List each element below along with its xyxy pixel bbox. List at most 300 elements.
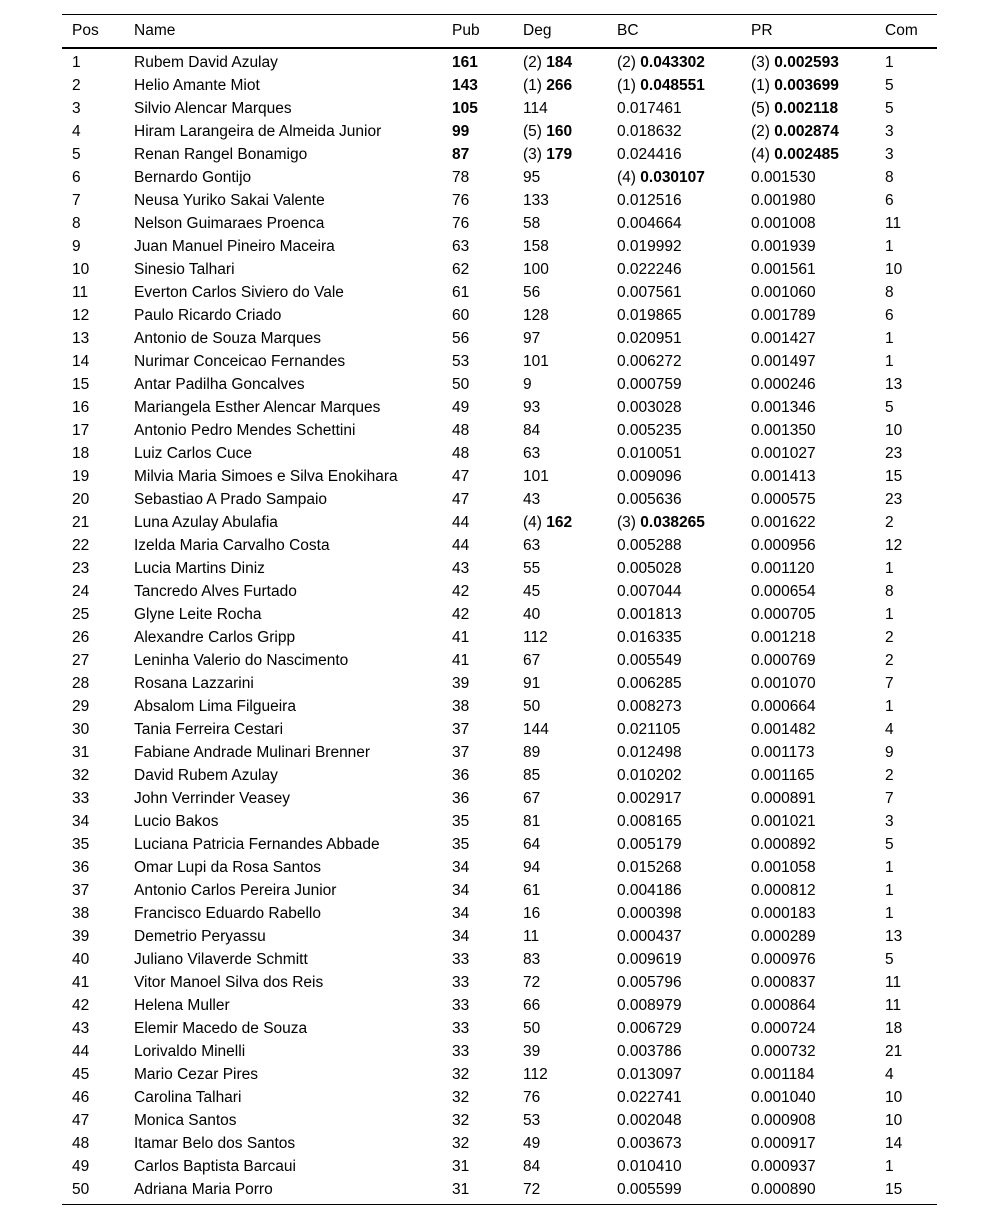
pr-value: 0.000892 xyxy=(751,836,816,853)
bc-value: 0.020951 xyxy=(617,330,682,347)
cell-com: 11 xyxy=(885,215,902,232)
table-row xyxy=(62,396,937,419)
deg-value: 67 xyxy=(523,790,541,807)
cell-pr xyxy=(741,879,875,902)
pr-value: 0.000837 xyxy=(751,974,816,991)
cell-bc xyxy=(607,741,741,764)
bc-value: 0.017461 xyxy=(617,100,682,117)
cell-deg xyxy=(513,925,607,948)
bc-value: 0.012498 xyxy=(617,744,682,761)
cell-deg xyxy=(513,235,607,258)
bc-value: 0.007044 xyxy=(617,583,682,600)
cell-pub: 31 xyxy=(452,1181,470,1198)
header-row xyxy=(62,15,937,49)
deg-value: 39 xyxy=(523,1043,541,1060)
cell-bc xyxy=(607,603,741,626)
cell-pos: 33 xyxy=(72,790,90,807)
pr-value: 0.002593 xyxy=(774,54,839,71)
cell-pos: 3 xyxy=(72,100,81,117)
table-row xyxy=(62,1063,937,1086)
table-row xyxy=(62,718,937,741)
cell-pr xyxy=(741,994,875,1017)
bc-value: 0.022741 xyxy=(617,1089,682,1106)
cell-name: Leninha Valerio do Nascimento xyxy=(134,652,349,669)
pr-value: 0.000864 xyxy=(751,997,816,1014)
cell-pr xyxy=(741,258,875,281)
bc-value: 0.007561 xyxy=(617,284,682,301)
cell-pub: 35 xyxy=(452,836,470,853)
cell-deg xyxy=(513,833,607,856)
cell-pr xyxy=(741,1063,875,1086)
cell-deg xyxy=(513,1178,607,1205)
deg-value: 50 xyxy=(523,698,541,715)
cell-bc xyxy=(607,902,741,925)
cell-pr xyxy=(741,74,875,97)
cell-name: Demetrio Peryassu xyxy=(134,928,266,945)
table-row xyxy=(62,281,937,304)
cell-pr xyxy=(741,350,875,373)
cell-bc xyxy=(607,787,741,810)
cell-pr xyxy=(741,120,875,143)
cell-deg xyxy=(513,419,607,442)
cell-com: 2 xyxy=(885,629,894,646)
bc-value: 0.008273 xyxy=(617,698,682,715)
cell-bc xyxy=(607,120,741,143)
cell-com: 7 xyxy=(885,790,894,807)
table-row xyxy=(62,304,937,327)
cell-com: 10 xyxy=(885,422,903,439)
cell-deg xyxy=(513,327,607,350)
cell-pos: 26 xyxy=(72,629,90,646)
cell-pub: 33 xyxy=(452,951,470,968)
cell-bc xyxy=(607,166,741,189)
bc-value: 0.010202 xyxy=(617,767,682,784)
table-row xyxy=(62,189,937,212)
cell-deg xyxy=(513,143,607,166)
cell-deg xyxy=(513,465,607,488)
deg-value: 53 xyxy=(523,1112,541,1129)
deg-value: 100 xyxy=(523,261,549,278)
cell-pub: 33 xyxy=(452,997,470,1014)
cell-com: 2 xyxy=(885,514,894,531)
cell-deg xyxy=(513,672,607,695)
cell-pr xyxy=(741,534,875,557)
cell-bc xyxy=(607,235,741,258)
bc-value: 0.003028 xyxy=(617,399,682,416)
deg-value: 94 xyxy=(523,859,541,876)
cell-pr xyxy=(741,948,875,971)
cell-bc xyxy=(607,580,741,603)
cell-bc xyxy=(607,557,741,580)
cell-name: David Rubem Azulay xyxy=(134,767,278,784)
cell-name: Renan Rangel Bonamigo xyxy=(134,146,308,163)
cell-pub: 50 xyxy=(452,376,470,393)
pr-value: 0.001184 xyxy=(751,1066,815,1083)
cell-com: 1 xyxy=(885,330,894,347)
bc-value: 0.005796 xyxy=(617,974,682,991)
cell-deg xyxy=(513,48,607,74)
cell-deg xyxy=(513,97,607,120)
cell-com: 6 xyxy=(885,192,894,209)
cell-deg xyxy=(513,557,607,580)
cell-name: Sebastiao A Prado Sampaio xyxy=(134,491,328,508)
cell-com: 4 xyxy=(885,721,894,738)
cell-pr xyxy=(741,327,875,350)
cell-name: Alexandre Carlos Gripp xyxy=(134,629,296,646)
cell-pr xyxy=(741,1109,875,1132)
bc-value: 0.000437 xyxy=(617,928,682,945)
cell-bc xyxy=(607,396,741,419)
bc-value: 0.003673 xyxy=(617,1135,682,1152)
cell-deg xyxy=(513,442,607,465)
bc-value: 0.030107 xyxy=(640,169,705,186)
deg-value: 184 xyxy=(546,54,573,71)
deg-value: 43 xyxy=(523,491,541,508)
deg-value: 112 xyxy=(523,629,548,646)
cell-deg xyxy=(513,488,607,511)
cell-pos: 30 xyxy=(72,721,90,738)
cell-name: Silvio Alencar Marques xyxy=(134,100,292,117)
bc-value: 0.006272 xyxy=(617,353,682,370)
cell-bc xyxy=(607,764,741,787)
deg-value: 114 xyxy=(523,100,548,117)
deg-value: 63 xyxy=(523,445,541,462)
bc-value: 0.038265 xyxy=(640,514,705,531)
deg-rank: (4) xyxy=(523,514,542,531)
header-pub: Pub xyxy=(452,22,480,39)
cell-pub: 61 xyxy=(452,284,470,301)
cell-com: 3 xyxy=(885,146,894,163)
pr-value: 0.003699 xyxy=(774,77,839,94)
cell-com: 15 xyxy=(885,1181,903,1198)
header-deg: Deg xyxy=(523,22,552,39)
header-bc: BC xyxy=(617,22,639,39)
table-row xyxy=(62,1155,937,1178)
deg-value: 84 xyxy=(523,1158,541,1175)
cell-com: 8 xyxy=(885,583,894,600)
bc-rank: (1) xyxy=(617,77,636,94)
pr-value: 0.001561 xyxy=(751,261,816,278)
cell-pub: 34 xyxy=(452,859,470,876)
table-row xyxy=(62,557,937,580)
pr-value: 0.002874 xyxy=(774,123,839,140)
cell-pub: 87 xyxy=(452,146,470,163)
pr-value: 0.000956 xyxy=(751,537,816,554)
cell-pr xyxy=(741,1132,875,1155)
cell-pr xyxy=(741,396,875,419)
cell-pub: 143 xyxy=(452,77,478,94)
deg-value: 72 xyxy=(523,974,541,991)
cell-pub: 34 xyxy=(452,928,470,945)
cell-bc xyxy=(607,465,741,488)
cell-name: Elemir Macedo de Souza xyxy=(134,1020,308,1037)
cell-bc xyxy=(607,534,741,557)
cell-name: Helio Amante Miot xyxy=(134,77,260,94)
cell-com: 23 xyxy=(885,491,903,508)
cell-pr xyxy=(741,718,875,741)
cell-name: Antonio Carlos Pereira Junior xyxy=(134,882,337,899)
cell-pub: 63 xyxy=(452,238,470,255)
cell-pos: 35 xyxy=(72,836,90,853)
cell-com: 2 xyxy=(885,767,894,784)
table-row xyxy=(62,166,937,189)
cell-pub: 48 xyxy=(452,445,470,462)
cell-bc xyxy=(607,971,741,994)
cell-bc xyxy=(607,672,741,695)
cell-pos: 16 xyxy=(72,399,90,416)
header-name: Name xyxy=(134,22,176,39)
deg-rank: (3) xyxy=(523,146,542,163)
cell-pos: 22 xyxy=(72,537,90,554)
cell-pub: 44 xyxy=(452,514,470,531)
table-row xyxy=(62,373,937,396)
pr-value: 0.001497 xyxy=(751,353,816,370)
cell-name: Tancredo Alves Furtado xyxy=(134,583,297,600)
bc-value: 0.010410 xyxy=(617,1158,682,1175)
pr-rank: (2) xyxy=(751,123,770,140)
cell-pub: 47 xyxy=(452,468,470,485)
cell-deg xyxy=(513,971,607,994)
cell-deg xyxy=(513,212,607,235)
cell-pr xyxy=(741,741,875,764)
cell-pos: 8 xyxy=(72,215,81,232)
cell-name: Omar Lupi da Rosa Santos xyxy=(134,859,321,876)
bc-value: 0.048551 xyxy=(640,77,705,94)
pr-value: 0.000769 xyxy=(751,652,816,669)
cell-pos: 45 xyxy=(72,1066,90,1083)
cell-pr xyxy=(741,603,875,626)
bc-value: 0.008979 xyxy=(617,997,682,1014)
deg-value: 16 xyxy=(523,905,541,922)
bc-value: 0.005549 xyxy=(617,652,682,669)
cell-pos: 21 xyxy=(72,514,90,531)
pr-value: 0.001008 xyxy=(751,215,816,232)
cell-pos: 10 xyxy=(72,261,90,278)
cell-pos: 12 xyxy=(72,307,90,324)
cell-pr xyxy=(741,1017,875,1040)
cell-pr xyxy=(741,672,875,695)
bc-value: 0.018632 xyxy=(617,123,682,140)
deg-value: 61 xyxy=(523,882,541,899)
cell-name: Adriana Maria Porro xyxy=(134,1181,273,1198)
cell-bc xyxy=(607,994,741,1017)
pr-value: 0.001040 xyxy=(751,1089,816,1106)
cell-pr xyxy=(741,833,875,856)
cell-deg xyxy=(513,879,607,902)
pr-value: 0.001530 xyxy=(751,169,816,186)
cell-name: Lorivaldo Minelli xyxy=(134,1043,246,1060)
cell-com: 3 xyxy=(885,813,894,830)
cell-deg xyxy=(513,1132,607,1155)
pr-value: 0.001120 xyxy=(751,560,815,577)
cell-deg xyxy=(513,74,607,97)
cell-name: Rosana Lazzarini xyxy=(134,675,254,692)
cell-deg xyxy=(513,902,607,925)
cell-pub: 31 xyxy=(452,1158,470,1175)
pr-value: 0.002118 xyxy=(774,100,839,117)
deg-value: 49 xyxy=(523,1135,541,1152)
cell-name: Juliano Vilaverde Schmitt xyxy=(134,951,308,968)
cell-pr xyxy=(741,971,875,994)
cell-pos: 44 xyxy=(72,1043,90,1060)
cell-com: 10 xyxy=(885,261,903,278)
table-row xyxy=(62,787,937,810)
bc-value: 0.005288 xyxy=(617,537,682,554)
deg-rank: (2) xyxy=(523,54,542,71)
cell-bc xyxy=(607,925,741,948)
cell-deg xyxy=(513,1040,607,1063)
cell-name: Absalom Lima Filgueira xyxy=(134,698,296,715)
cell-pos: 48 xyxy=(72,1135,90,1152)
pr-value: 0.000976 xyxy=(751,951,816,968)
cell-name: Tania Ferreira Cestari xyxy=(134,721,284,738)
cell-name: Sinesio Talhari xyxy=(134,261,235,278)
cell-bc xyxy=(607,442,741,465)
table-row xyxy=(62,74,937,97)
pr-value: 0.001060 xyxy=(751,284,816,301)
bc-value: 0.005636 xyxy=(617,491,682,508)
table-header xyxy=(62,15,937,49)
table-body xyxy=(62,48,937,1205)
deg-rank: (5) xyxy=(523,123,542,140)
cell-pr xyxy=(741,626,875,649)
cell-com: 1 xyxy=(885,606,894,623)
cell-deg xyxy=(513,1017,607,1040)
cell-pos: 17 xyxy=(72,422,90,439)
bc-value: 0.005235 xyxy=(617,422,682,439)
deg-value: 11 xyxy=(523,928,540,945)
ranking-table xyxy=(62,14,937,1205)
bc-value: 0.021105 xyxy=(617,721,681,738)
cell-bc xyxy=(607,649,741,672)
cell-pos: 31 xyxy=(72,744,90,761)
cell-deg xyxy=(513,580,607,603)
cell-pos: 38 xyxy=(72,905,90,922)
table-row xyxy=(62,97,937,120)
cell-pub: 36 xyxy=(452,767,470,784)
cell-pr xyxy=(741,419,875,442)
table-row xyxy=(62,258,937,281)
deg-value: 85 xyxy=(523,767,541,784)
pr-value: 0.000917 xyxy=(751,1135,816,1152)
deg-value: 83 xyxy=(523,951,541,968)
pr-value: 0.000908 xyxy=(751,1112,816,1129)
cell-deg xyxy=(513,1086,607,1109)
bc-value: 0.016335 xyxy=(617,629,682,646)
cell-pos: 43 xyxy=(72,1020,90,1037)
cell-pr xyxy=(741,442,875,465)
cell-com: 12 xyxy=(885,537,903,554)
cell-pos: 36 xyxy=(72,859,90,876)
cell-pub: 99 xyxy=(452,123,470,140)
cell-deg xyxy=(513,764,607,787)
bc-value: 0.003786 xyxy=(617,1043,682,1060)
cell-pub: 33 xyxy=(452,974,470,991)
table-row xyxy=(62,1086,937,1109)
cell-deg xyxy=(513,511,607,534)
cell-deg xyxy=(513,695,607,718)
cell-name: Milvia Maria Simoes e Silva Enokihara xyxy=(134,468,398,485)
cell-pub: 37 xyxy=(452,744,470,761)
table-row xyxy=(62,672,937,695)
cell-pr xyxy=(741,580,875,603)
cell-pos: 1 xyxy=(72,54,81,71)
cell-pr xyxy=(741,511,875,534)
cell-com: 8 xyxy=(885,284,894,301)
header-pr: PR xyxy=(751,22,773,39)
cell-name: Rubem David Azulay xyxy=(134,54,278,71)
cell-pos: 27 xyxy=(72,652,90,669)
cell-pos: 14 xyxy=(72,353,90,370)
table-row xyxy=(62,143,937,166)
cell-pos: 39 xyxy=(72,928,90,945)
cell-bc xyxy=(607,1132,741,1155)
cell-name: Luciana Patricia Fernandes Abbade xyxy=(134,836,380,853)
table-row xyxy=(62,994,937,1017)
table-row xyxy=(62,764,937,787)
cell-bc xyxy=(607,281,741,304)
bc-rank: (3) xyxy=(617,514,636,531)
bc-value: 0.004664 xyxy=(617,215,682,232)
cell-pos: 34 xyxy=(72,813,90,830)
cell-com: 1 xyxy=(885,353,894,370)
cell-pos: 20 xyxy=(72,491,90,508)
cell-pub: 60 xyxy=(452,307,470,324)
pr-value: 0.001346 xyxy=(751,399,816,416)
bc-value: 0.019992 xyxy=(617,238,682,255)
cell-name: Monica Santos xyxy=(134,1112,237,1129)
deg-value: 179 xyxy=(546,146,573,163)
cell-pos: 6 xyxy=(72,169,81,186)
cell-com: 8 xyxy=(885,169,894,186)
cell-bc xyxy=(607,48,741,74)
cell-bc xyxy=(607,1155,741,1178)
table-row xyxy=(62,1178,937,1205)
deg-value: 144 xyxy=(523,721,549,738)
cell-pos: 50 xyxy=(72,1181,90,1198)
cell-deg xyxy=(513,603,607,626)
bc-rank: (2) xyxy=(617,54,636,71)
cell-pub: 36 xyxy=(452,790,470,807)
cell-pos: 15 xyxy=(72,376,90,393)
cell-pos: 49 xyxy=(72,1158,90,1175)
cell-pos: 9 xyxy=(72,238,81,255)
table-row xyxy=(62,971,937,994)
cell-pos: 41 xyxy=(72,974,90,991)
table-row xyxy=(62,603,937,626)
cell-com: 1 xyxy=(885,238,894,255)
pr-value: 0.001021 xyxy=(751,813,816,830)
cell-pr xyxy=(741,304,875,327)
bc-value: 0.002048 xyxy=(617,1112,682,1129)
cell-pub: 38 xyxy=(452,698,470,715)
cell-pub: 37 xyxy=(452,721,470,738)
cell-com: 21 xyxy=(885,1043,903,1060)
cell-pub: 53 xyxy=(452,353,470,370)
deg-value: 56 xyxy=(523,284,541,301)
cell-bc xyxy=(607,879,741,902)
pr-value: 0.001980 xyxy=(751,192,816,209)
bc-value: 0.043302 xyxy=(640,54,705,71)
cell-com: 5 xyxy=(885,951,894,968)
deg-value: 266 xyxy=(546,77,573,94)
cell-pub: 43 xyxy=(452,560,470,577)
cell-com: 5 xyxy=(885,77,894,94)
deg-value: 133 xyxy=(523,192,549,209)
deg-value: 66 xyxy=(523,997,541,1014)
pr-value: 0.000289 xyxy=(751,928,816,945)
cell-pr xyxy=(741,465,875,488)
